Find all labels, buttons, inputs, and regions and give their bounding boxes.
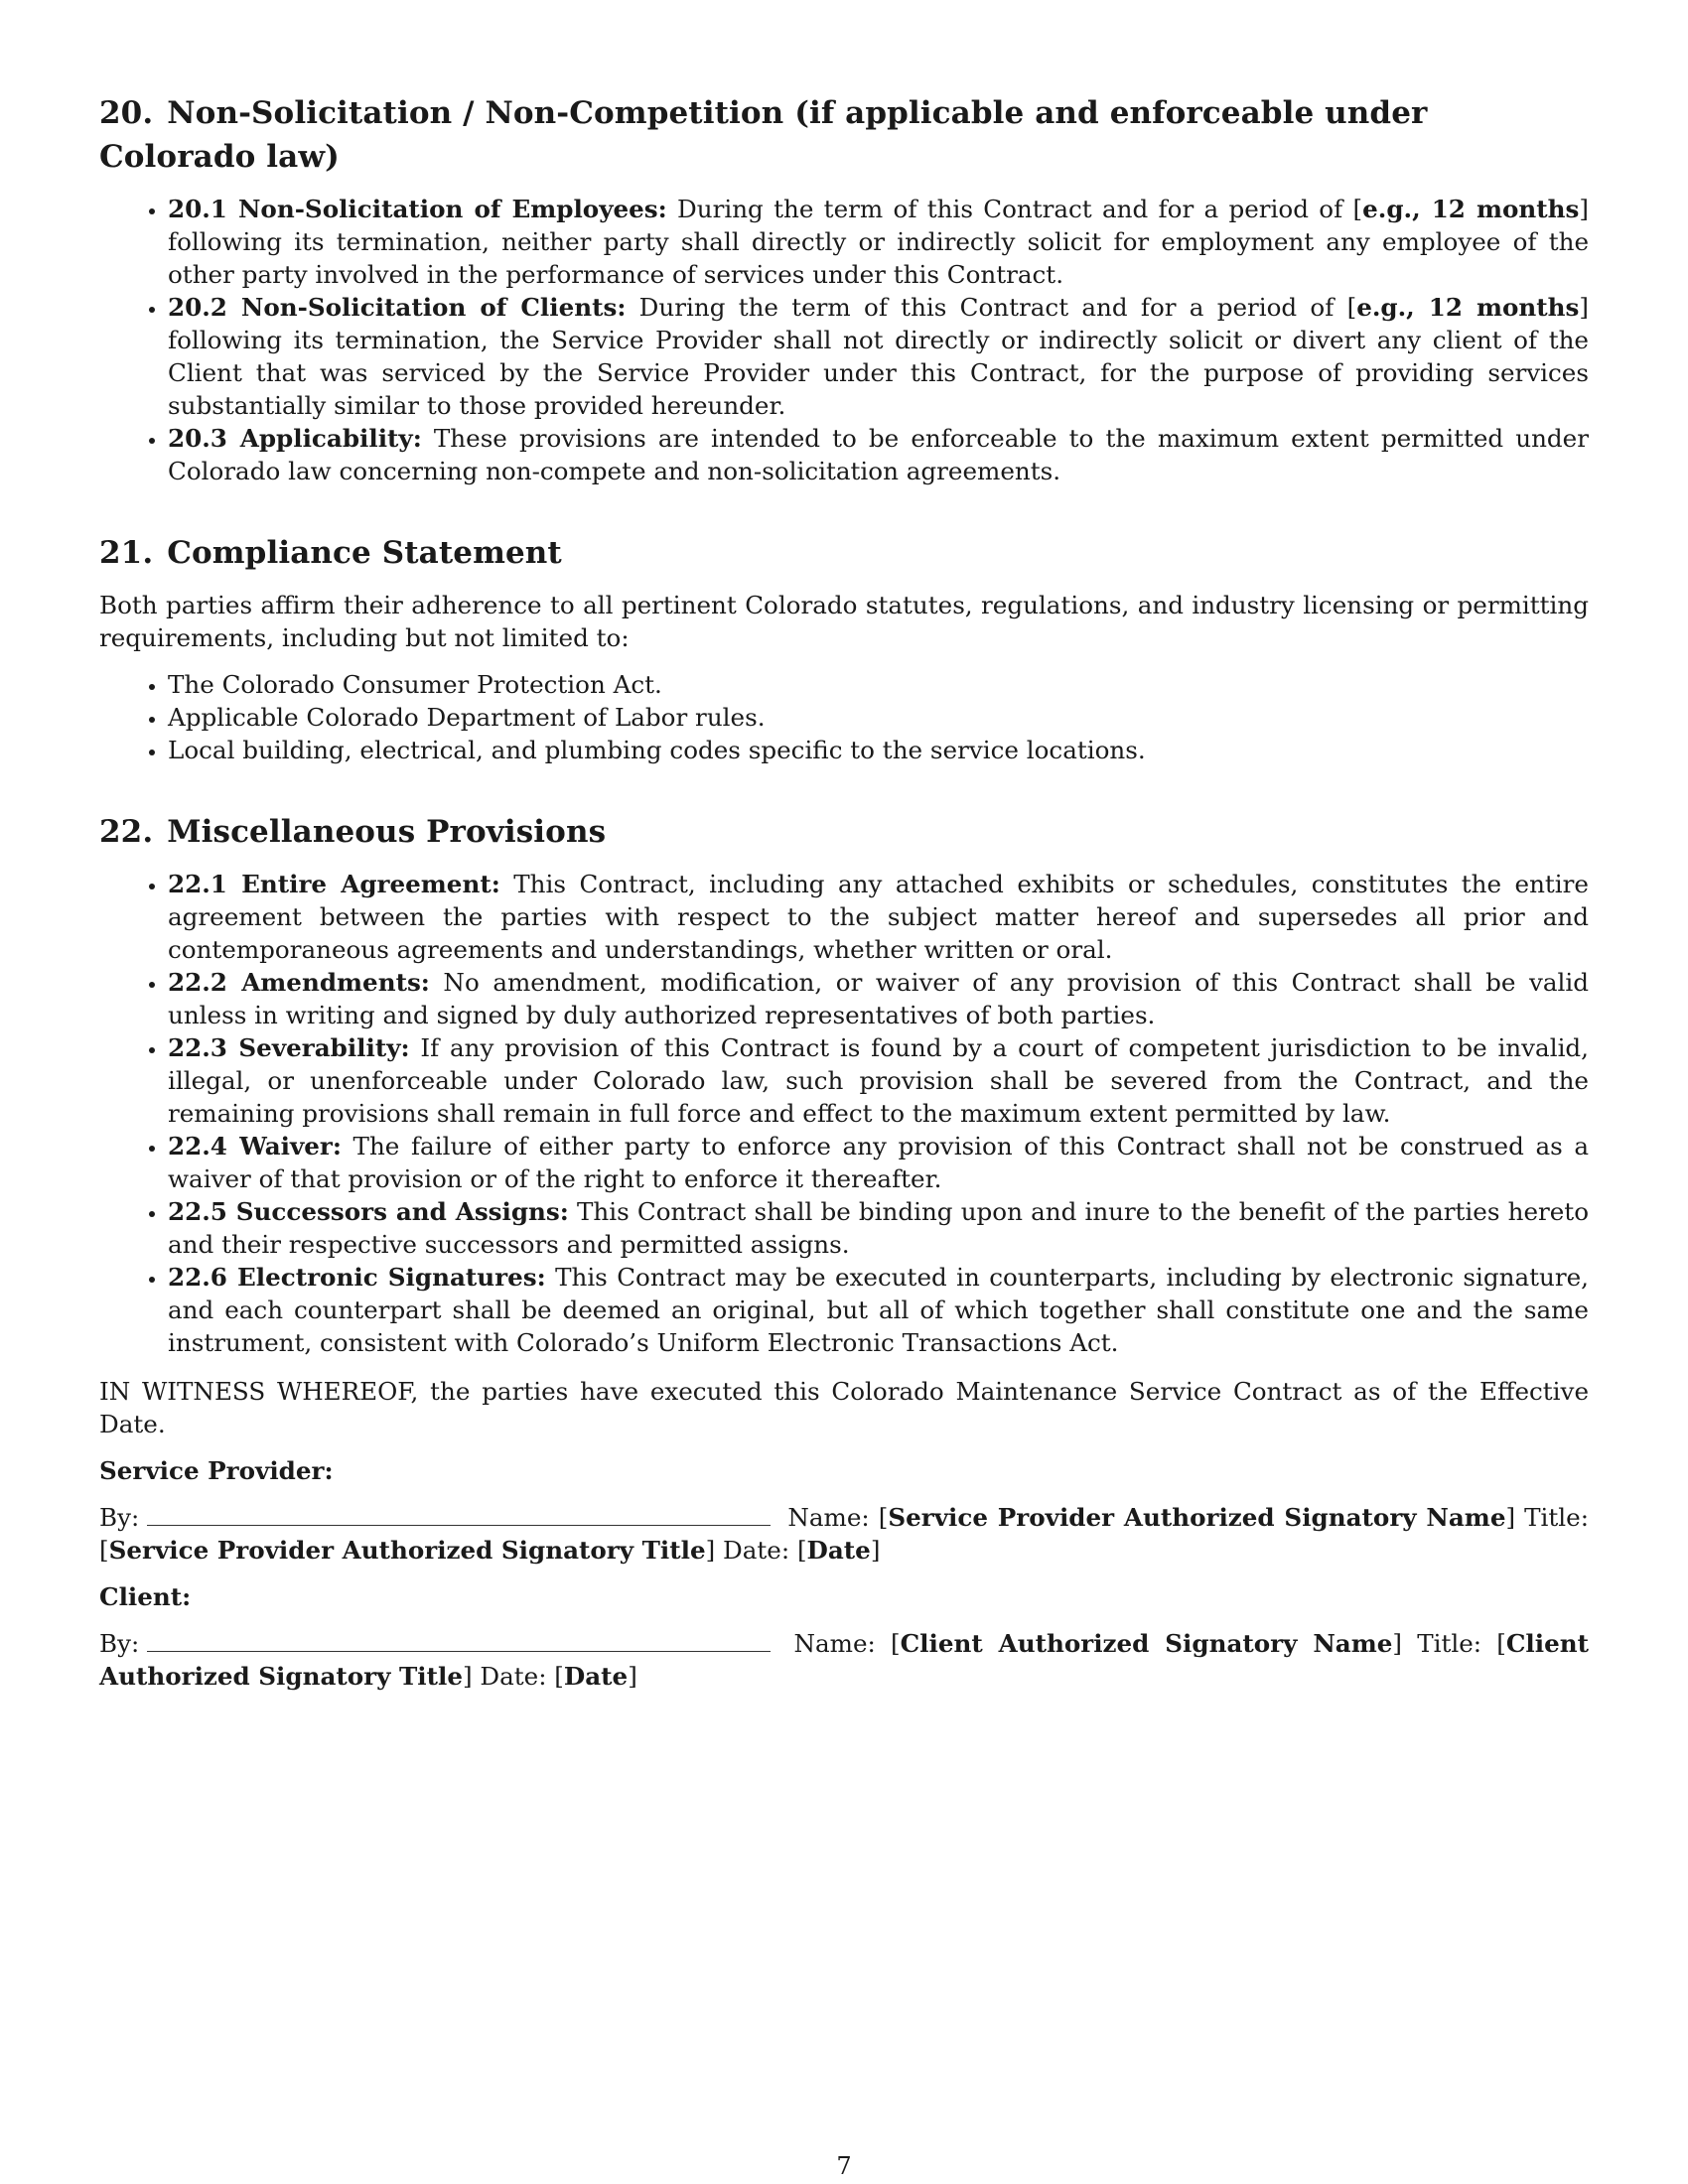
- section-22: [99, 810, 1589, 1693]
- item-label: 20.2 Non-Solicitation of Clients:: [168, 293, 627, 322]
- witness-statement: IN WITNESS WHEREOF, the parties have executed this Colorado Maintenance Service Contract as of the Effective Date.: [99, 1377, 1589, 1438]
- item-label: 22.3 Severability:: [168, 1033, 410, 1062]
- section-20-list: [99, 193, 1589, 487]
- section-21-title: Compliance Statement: [167, 535, 562, 571]
- section-22-title: Miscellaneous Provisions: [167, 814, 607, 850]
- item-label: 22.1 Entire Agreement:: [168, 870, 500, 898]
- section-22-heading: 22. Miscellaneous Provisions: [99, 814, 607, 850]
- list-item: • 20.1 Non-Solicitation of Employees: During the term of this Contract and for a period of [e.g., 12 months] following its termination, neither party shall directly or indirectly solicit for employment any employee of the other party involved in the performance of services under this Contract.: [168, 193, 1589, 291]
- section-20-heading: 20. Non-Solicitation / Non-Competition (if applicable and enforceable under Colorado law): [99, 95, 1428, 175]
- item-label: 22.4 Waiver:: [168, 1132, 342, 1160]
- list-item: • 22.5 Successors and Assigns: This Contract shall be binding upon and inure to the benefit of the parties hereto and their respective successors and permitted assigns.: [168, 1195, 1589, 1261]
- section-21-heading: 21. Compliance Statement: [99, 535, 562, 571]
- section-22-list: [99, 868, 1589, 1359]
- list-item: • Local building, electrical, and plumbing codes specific to the service locations.: [168, 734, 1589, 766]
- list-item: • 22.4 Waiver: The failure of either party to enforce any provision of this Contract shall not be construed as a waiver of that provision or of the right to enforce it thereafter.: [168, 1130, 1589, 1195]
- section-20-title: Non-Solicitation / Non-Competition (if applicable and enforceable under Colorado law): [99, 95, 1428, 175]
- service-provider-signature-line[interactable]: [147, 1503, 771, 1526]
- section-21-intro: Both parties affirm their adherence to all pertinent Colorado statutes, regulations, and industry licensing or permitting requirements, including but not limited to:: [99, 591, 1589, 652]
- list-item: • 20.3 Applicability: These provisions are intended to be enforceable to the maximum extent permitted under Colorado law concerning non-compete and non-solicitation agreements.: [168, 422, 1589, 487]
- document-page: [99, 91, 1589, 1706]
- item-label: 20.3 Applicability:: [168, 424, 422, 453]
- service-provider-date: Date: [806, 1536, 871, 1565]
- client-date: Date: [563, 1662, 629, 1691]
- list-item: • The Colorado Consumer Protection Act.: [168, 668, 1589, 701]
- service-provider-title: Service Provider Authorized Signatory Title: [108, 1536, 706, 1565]
- section-20: [99, 91, 1589, 487]
- list-item: • 22.1 Entire Agreement: This Contract, including any attached exhibits or schedules, constitutes the entire agreement between the parties with respect to the subject matter hereof and supersedes all prior and contemporaneous agreements and understandings, whether written or oral.: [168, 868, 1589, 966]
- client-signature-line[interactable]: [147, 1629, 771, 1652]
- item-label: 22.5 Successors and Assigns:: [168, 1197, 569, 1226]
- list-item: • 20.2 Non-Solicitation of Clients: During the term of this Contract and for a period of [e.g., 12 months] following its termination, the Service Provider shall not directly or indirectly solicit or divert any client of the Client that was serviced by the Service Provider under this Contract, for the purpose of providing services substantially similar to those provided hereunder.: [168, 291, 1589, 422]
- section-21-list: [99, 668, 1589, 766]
- section-21: [99, 531, 1589, 766]
- list-item: • 22.2 Amendments: No amendment, modification, or waiver of any provision of this Contract shall be valid unless in writing and signed by duly authorized representatives of both parties.: [168, 966, 1589, 1031]
- list-item: • Applicable Colorado Department of Labor rules.: [168, 701, 1589, 734]
- service-provider-label: Service Provider:: [99, 1456, 334, 1485]
- item-label: 22.2 Amendments:: [168, 968, 430, 997]
- service-provider-name: Service Provider Authorized Signatory Name: [888, 1503, 1506, 1532]
- page-number: 7: [836, 2152, 852, 2180]
- item-label: 20.1 Non-Solicitation of Employees:: [168, 195, 667, 223]
- client-label: Client:: [99, 1582, 192, 1611]
- service-provider-signature-block: By: Name: [Service Provider Authorized Signatory Name] Title: [Service Provider Authorized Signatory Title] Date: [Date]: [99, 1503, 1589, 1565]
- item-label: 22.6 Electronic Signatures:: [168, 1263, 546, 1292]
- client-signature-block: By: Name: [Client Authorized Signatory Name] Title: [Client Authorized Signatory Title] Date: [Date]: [99, 1629, 1589, 1691]
- client-name: Client Authorized Signatory Name: [900, 1629, 1393, 1658]
- client-title: Client Authorized Signatory Title: [99, 1629, 1589, 1691]
- list-item: • 22.6 Electronic Signatures: This Contract may be executed in counterparts, including by electronic signature, and each counterpart shall be deemed an original, but all of which together shall constitute one and the same instrument, consistent with Colorado’s Uniform Electronic Transactions Act.: [168, 1261, 1589, 1359]
- list-item: • 22.3 Severability: If any provision of this Contract is found by a court of competent jurisdiction to be invalid, illegal, or unenforceable under Colorado law, such provision shall be severed from the Contract, and the remaining provisions shall remain in full force and effect to the maximum extent permitted by law.: [168, 1031, 1589, 1130]
